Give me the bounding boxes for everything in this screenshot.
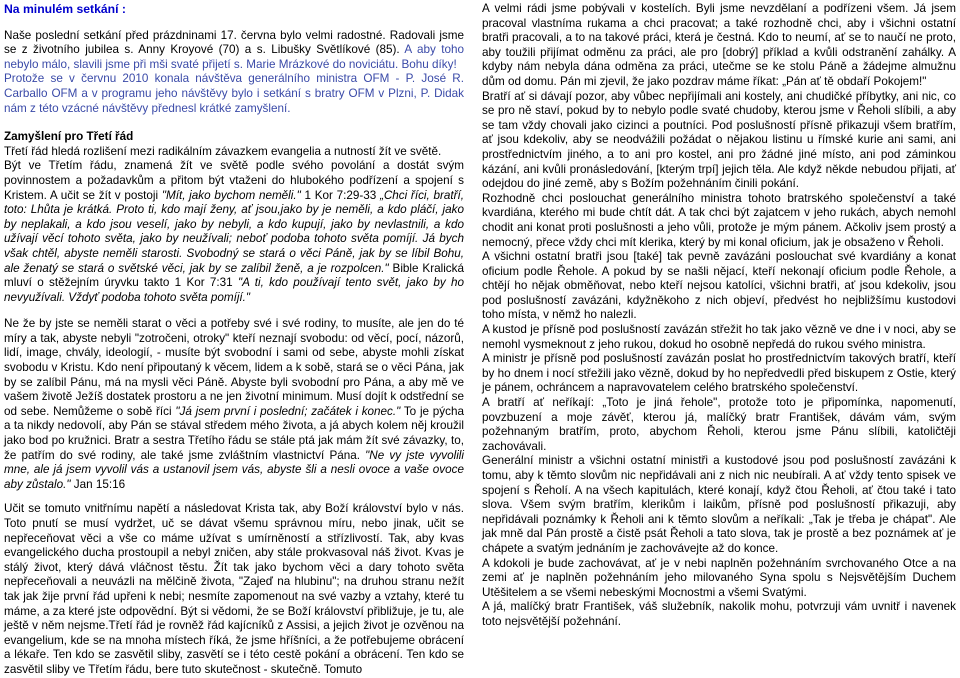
visit-paragraph: Protože se v červnu 2010 konala návštěva generálního ministra OFM - P. José R. Carballo OFM a v programu jeho návštěvy bylo i setkání s bratry OFM v Plzni, P. Didak nám z této vzácné návštěvy přednesl krátké zamyšlení. bbox=[4, 72, 464, 115]
reflection-paragraph-3 bbox=[4, 317, 464, 492]
left-column bbox=[4, 2, 464, 678]
reflection-paragraph-4: Učit se tomuto vnitřnímu napětí a následovat Krista tak, aby Boží království bylo v nás. Toto pnutí se musí vydržet, uč se dávat všemu správnou míru, nebo jinak, učit se nepřeceňovat věci a vše co máme užívat s umírněností a střízlivostí. Tak, aby kvas evangelického ducha prostoupil a nebyl zničen, aby stále prokvasoval náš život. Kvas je stálý život, který dává vláčnost těstu. Žít tak jako bychom věci a dary tohoto světa nepřeceňovali a neuvázli na mělčině života, "Zajeď na hlubinu"; na druhou stranu nežít tak jak žije první řád upřeni k nebi; nesmíte zapomenout na své vazby a vztahy, které tu máme, a za které jste odpovědní. Být si vědomi, že se Boží království přibližuje, je tu, ale ještě v něm nejsme.Třetí řád je rovněž řád kajícníků z Assisi, a jejich život je ozvěnou na evangelium, kde se na mnoha místech říká, že jsme hříšníci, a že potřebujeme obrácení a lékaře. Ten kdo se zasvětil sliby, zasvětí se i této cestě pokání a obrácení. Ten kdo se zasvětil sliby ve Třetím řádu, bere tuto skutečnost - skutečně. Tomuto bbox=[4, 502, 464, 676]
quote-run: "Mít, jako bychom neměli." bbox=[161, 188, 301, 202]
testament-paragraph-8: Generální ministr a všichni ostatní ministři a kustodové jsou pod poslušností zavázáni k tomu, aby k těmto slovům nic nepřidávali ani z nich nic neubírali. A ať vždy tento spisek ve spojení s Řeholí. A na všech kapitulách, které konají, když čtou Řeholi, ať čtou také i tato slova. Všem svým bratřím, klerikům i laikům, přísně pod poslušností přikazuji, aby nepřidávali poznámky k Řeholi ani k těmto slovům a neříkali: „Tak je třeba je chápat". Ale jak mně dal Pán prostě a čistě psát Řeholi a tato slova, tak je prostě a bez poznámek ať je chápete a svatým jednáním je zachovávejte až do konce. bbox=[482, 454, 956, 555]
spacer bbox=[4, 492, 464, 502]
testament-paragraph-1: A velmi rádi jsme pobývali v kostelích. Byli jsme nevzdělaní a podřízeni všem. Já jsem pracoval vlastníma rukama a chci pracovat; a také rozhodně chci, aby i všichni ostatní bratři pracovali, a to na takové práci, která je čestná. Kdo to neumí, ať se to naučí ne proto, aby toužili přijímat odměnu za práci, ale pro [dobrý] příklad a kvůli odstranění zahálky. A kdyby nám nebyla dána odměna za práci, utečme se ke stolu Páně a žádejme almužnu dům od domu. Pán mi zjevil, že jako pozdrav máme říkat: „Pán ať tě obdaří Pokojem!" bbox=[482, 2, 956, 88]
right-column bbox=[482, 2, 956, 630]
testament-paragraph-4: A všichni ostatní bratři jsou [také] tak pevně zavázáni poslouchat své kvardiány a konat oficium podle Řehole. A pokud by se našli nějací, kteří nekonají oficium podle Řehole, a chtějí ho nějak obměňovat, nebo kteří nejsou katolíci, všichni bratři, ať jsou kdekoliv, jsou pod poslušností zavázáni, kdyžněkoho z nich objeví, předvést ho nejbližšímu kustodovi toho místa, v němž ho nalezli. bbox=[482, 250, 956, 322]
quote-run: "A ti, kdo používají tento svět, jako by ho nevyužívali. Vždyť podoba tohoto světa pomíjí." bbox=[4, 276, 464, 304]
text-run: Ne že by jste se neměli starat o věci a potřeby své i své rodiny, to musíte, ale jen do té míry a tak, abyste nebyli "zotročeni, otroky" kteří neznají svobodu: od věcí, pocí, názorů, lidí, image, chvály, ideologií, - musíte být svobodní i sami od sebe, abyste mohli získat svobodu v Kristu. Kdo není připoutaný k věcem, lidem a k sobě, stará se o věci Pána, jak by se zalíbil Pánu, má na mysli věci Páně. Abyste byli svobodní pro Pána, a aby mě ve vašem životě Ježíš dostatek prostoru a ne jen životní minimum. Musí dojít k odstřední se od sebe. Nemůžeme o sobě říci bbox=[4, 317, 464, 418]
testament-paragraph-6: A ministr je přísně pod poslušností zavázán poslat ho prostřednictvím takových bratří, kteří by ho dnem i nocí střežili jako vězně, dokud by ho nepředvedli před biskupem z Ostie, který je pánem, ochráncem a napravovatelem celého bratrského společenství. bbox=[482, 352, 956, 395]
quote-run: "Ne vy jste vyvolili mne, ale já jsem vyvolil vás a ustanovil jsem vás, abyste šli a nesli ovoce a vaše ovoce aby zůstalo." bbox=[4, 448, 464, 491]
reference-run: 1 Kor 7:29-33 bbox=[300, 188, 380, 202]
reference-run: Jan 15:16 bbox=[70, 477, 126, 491]
testament-paragraph-9: A kdokoli je bude zachovávat, ať je v nebi naplněn požehnáním svrchovaného Otce a na zemi ať je naplněn požehnáním jeho milovaného Syna spolu s Nejsvětějším Duchem Utěšitelem a se všemi nebeskými Mocnostmi a všemi Svatými. bbox=[482, 556, 956, 599]
intro-highlight: A aby toho nebylo málo, slavili jsme při mši svaté přijetí s. Marie Mrázkové do noviciátu. Bohu díky! bbox=[4, 43, 464, 71]
quote-run: "Já jsem první i poslední; začátek i konec." bbox=[175, 404, 401, 418]
reflection-paragraph-2 bbox=[4, 159, 464, 305]
text-run: Být ve Třetím řádu, znamená žít ve světě podle svého povolání a dostát svým povinnostem a požadavkům a přitom být vtaženi do hlubokého podřízení a spojení s Kristem. A učit se žít v postoji bbox=[4, 159, 464, 202]
intro-paragraph bbox=[4, 29, 464, 73]
spacer bbox=[4, 116, 464, 130]
testament-paragraph-10: A já, malíčký bratr František, váš služebník, nakolik mohu, potvrzuji vám uvnitř i navenek toto nejsvětější požehnání. bbox=[482, 600, 956, 628]
reference-run: Bible Kralická mluví o stěžejním úryvku takto 1 Kor 7:31 bbox=[4, 261, 464, 290]
reflection-title: Zamyšlení pro Třetí řád bbox=[4, 130, 134, 144]
testament-paragraph-7: A bratří ať neříkají: „Toto je jiná řehole", protože toto je připomínka, napomenutí, povzbuzení a moje závěť, kterou já, malíčký bratr František, dávám vám, svým požehnaným bratřím, proto, abychom Řeholi, kterou jsme Pánu slíbili, katoličtěji zachovávali. bbox=[482, 396, 956, 453]
testament-paragraph-5: A kustod je přísně pod poslušností zavázán střežit ho tak jako vězně ve dne i v noci, aby se nemohl vysmeknout z jeho rukou, dokud ho osobně nepředá do rukou svého ministra. bbox=[482, 323, 956, 351]
spacer bbox=[4, 305, 464, 317]
testament-paragraph-2: Bratří ať si dávají pozor, aby vůbec nepřijímali ani kostely, ani chudičké příbytky, ani nic, co se pro ně staví, pokud by to nebylo podle svaté chudoby, kterou jsme v Řeholi slíbili, a aby se tam vždy chovali jako cizinci a poutníci. Pod poslušností přísně přikazuji všem bratřím, ať jsou kdekoliv, aby se neodvážili požádat o nějakou listinu u římské kurie ani sami, ani prostřednictvím jiného, a to ani pro kostel, ani pro žádné jiné místo, ani pod záminkou kázání, ani kvůli pronásledování, [kterým trpí] jejich těla. Ale když někde nebudou přijati, ať odejdou do jiné země, aby s Božím požehnáním činili pokání. bbox=[482, 89, 956, 191]
section-heading: Na minulém setkání : bbox=[4, 2, 126, 16]
intro-text: Naše poslední setkání před prázdninami 17. června bylo velmi radostné. Radovali jsme se z životního jubilea s. Anny Kroyové (70) a s. Libušky Světlíkové (85). bbox=[4, 28, 464, 57]
text-run: To je pýcha a ta nikdy nedovolí, aby Pán se stával středem mého života, a já abych kolem něj kroužil jako bod po kružnici. Bratr a sestra Třetího řádu se stále ptá jak mám žít své závazky, to, že patřím do své rodiny, ale také jsme zvláštním vlastnictví Pána. bbox=[4, 404, 464, 462]
reflection-paragraph-1: Třetí řád hledá rozlišení mezi radikálním závazkem evangelia a nutností žít ve světě. bbox=[4, 144, 442, 158]
quote-run: „Chci říci, bratří, toto: Lhůta je krátká. Proto ti, kdo mají ženy, ať jsou,jako by je neměli, a kdo pláčí, jako by neplakali, a kdo jsou veselí, jako by nebyli, a kdo kupují, jako by nevlastnili, a kdo užívají věcí tohoto světa, jako by neužívali; neboť podoba tohoto světa pomíjí. Já bych však chtěl, abyste neměli starosti. Svobodný se stará o věci Páně, jak by se líbil Bohu, ale ženatý se stará o světské věci, jak by se zalíbil ženě, a je rozpolcen." bbox=[4, 188, 464, 275]
testament-paragraph-3: Rozhodně chci poslouchat generálního ministra tohoto bratrského společenství a také kvardiána, kterého mi bude chtít dát. A tak chci být zajatcem v jeho rukách, abych nemohl chodit ani konat proti poslušnosti a jeho vůli, protože je mým pánem. Ačkoliv jsem prostý a nemocný, přece vždy chci mít klerika, který by mi konal oficium, jak je obsaženo v Řeholi. bbox=[482, 191, 956, 249]
